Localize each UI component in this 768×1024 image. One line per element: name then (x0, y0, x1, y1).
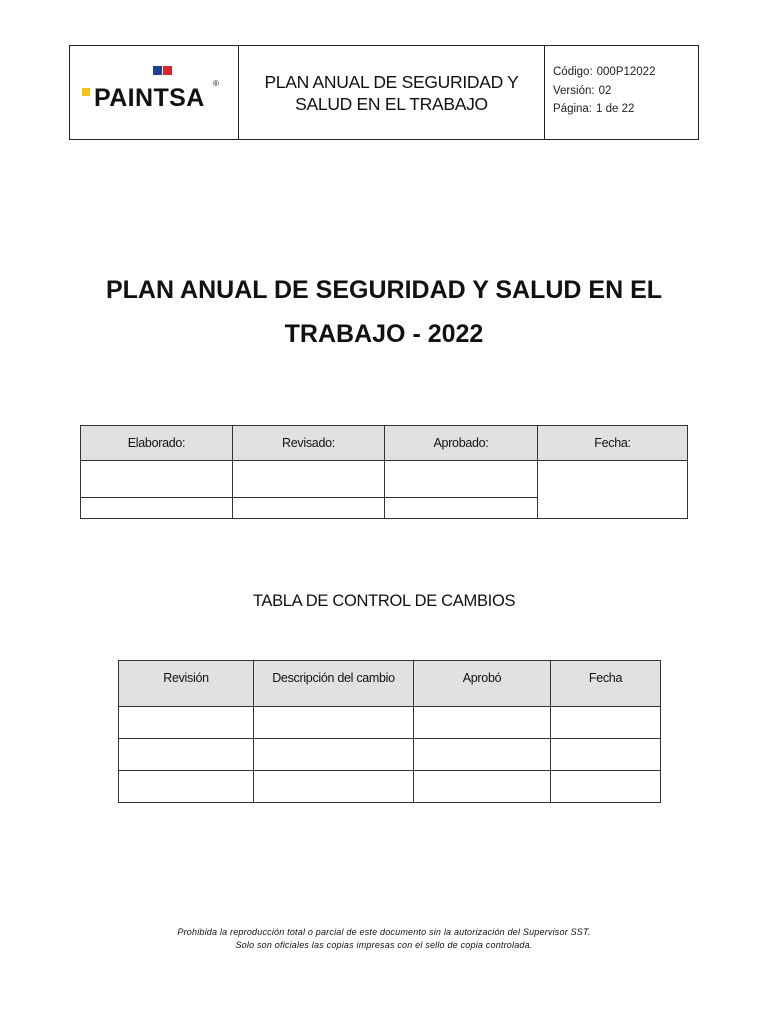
document-meta (545, 46, 698, 139)
table-cell (254, 771, 414, 803)
header-descripcion: Descripción del cambio (254, 661, 414, 707)
revisado-name-cell (233, 498, 385, 519)
change-control-title: TABLA DE CONTROL DE CAMBIOS (252, 592, 516, 610)
table-row (119, 707, 661, 739)
change-header-row (119, 661, 661, 707)
footer-line-1: Prohibida la reproducción total o parcial de este documento sin la autorización del Supervisor SST. (177, 927, 591, 937)
document-header (69, 45, 699, 140)
pagina-value: 1 de 22 (596, 103, 635, 115)
table-cell (414, 739, 551, 771)
version-value: 02 (598, 84, 612, 97)
logo-registered-mark: ® (213, 79, 219, 88)
approval-table (80, 425, 688, 519)
table-cell (551, 707, 661, 739)
company-logo (70, 46, 239, 139)
header-title (239, 46, 545, 139)
logo-red-square (153, 66, 162, 75)
meta-version (553, 82, 698, 101)
footer-line-2: Solo son oficiales las copias impresas con el sello de copia controlada. (235, 940, 533, 950)
change-control-table (118, 660, 661, 803)
aprobado-name-cell (385, 498, 538, 519)
page-title (60, 268, 708, 356)
codigo-value: 000P12022 (596, 66, 656, 78)
header-title-text: PLAN ANUAL DE SEGURIDAD Y SALUD EN EL TRABAJO (264, 71, 519, 114)
table-cell (119, 771, 254, 803)
header-aprobado: Aprobado: (385, 426, 538, 461)
logo-blue-square (163, 66, 172, 75)
header-revisado: Revisado: (233, 426, 385, 461)
version-label: Versión: (553, 84, 595, 97)
table-cell (254, 707, 414, 739)
pagina-label: Página: (553, 103, 593, 115)
revisado-signature-cell (233, 461, 385, 498)
table-cell (119, 707, 254, 739)
elaborado-signature-cell (81, 461, 233, 498)
table-cell (414, 771, 551, 803)
table-cell (414, 707, 551, 739)
page-title-line-2: TRABAJO - 2022 (284, 320, 484, 348)
table-cell (551, 739, 661, 771)
fecha-cell (538, 461, 688, 519)
header-revision: Revisión (119, 661, 254, 707)
elaborado-name-cell (81, 498, 233, 519)
page-title-line-1: PLAN ANUAL DE SEGURIDAD Y SALUD EN EL (105, 276, 663, 304)
logo-wordmark: PAINTSA (94, 84, 205, 112)
table-cell (551, 771, 661, 803)
logo-yellow-square (82, 88, 90, 96)
header-fecha-cambio: Fecha (551, 661, 661, 707)
approval-header-row (81, 426, 688, 461)
table-cell (254, 739, 414, 771)
meta-codigo (553, 63, 698, 82)
table-row (119, 771, 661, 803)
codigo-label: Código: (553, 66, 593, 78)
aprobado-signature-cell (385, 461, 538, 498)
table-cell (119, 739, 254, 771)
header-fecha: Fecha: (538, 426, 688, 461)
meta-pagina (553, 100, 698, 119)
table-row (119, 739, 661, 771)
document-footer (0, 926, 768, 952)
header-aprobo: Aprobó (414, 661, 551, 707)
header-elaborado: Elaborado: (81, 426, 233, 461)
approval-signature-row (81, 461, 688, 498)
